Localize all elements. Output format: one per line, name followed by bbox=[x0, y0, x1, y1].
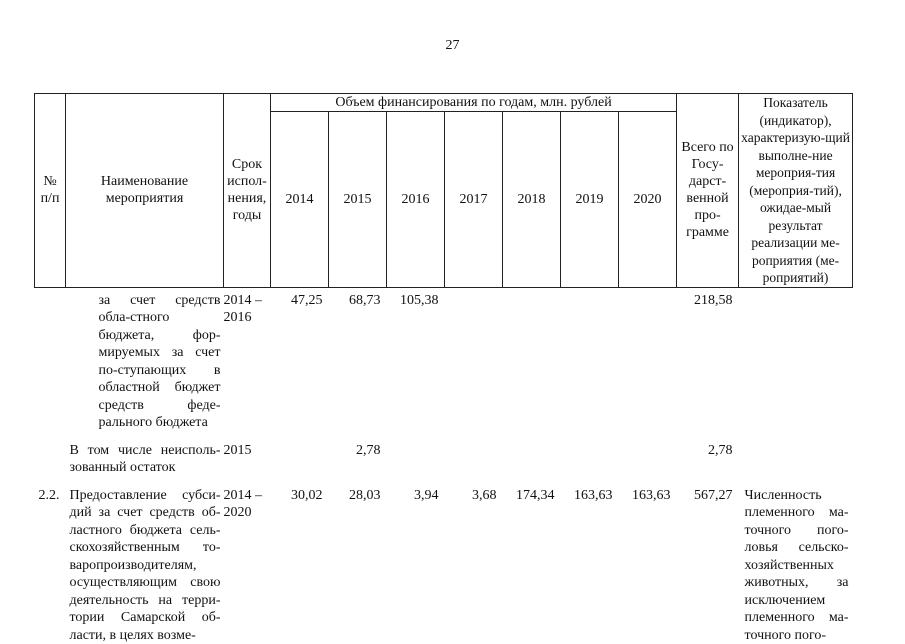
header-year: 2020 bbox=[619, 112, 677, 287]
header-indicator: Показатель (индикатор), характеризую-щий выполне-ние мероприя-тия (мероприя-тий), ожидае-мый результат реализации ме-роприятия (ме-роприятий) bbox=[739, 94, 853, 288]
row-value: 174,34 bbox=[503, 487, 561, 644]
row-term: 2014 – 2020 bbox=[224, 487, 271, 644]
page-number: 27 bbox=[0, 38, 905, 54]
row-value: 163,63 bbox=[619, 487, 677, 644]
row-value bbox=[619, 442, 677, 477]
row-value: 2,78 bbox=[329, 442, 387, 477]
row-name: Предоставление субси-дий за счет средств об-ластного бюджета сель-скохозяйственным то-варопроизводителям, осуществляющим свою деятельность на терри-тории Самарской об-ласти, в целях возме- bbox=[66, 487, 224, 644]
row-value bbox=[503, 442, 561, 477]
row-total: 567,27 bbox=[677, 487, 739, 644]
table-header bbox=[35, 94, 853, 288]
header-name: Наименование мероприятия bbox=[66, 94, 224, 288]
row-value bbox=[387, 442, 445, 477]
row-value bbox=[503, 287, 561, 432]
row-value: 47,25 bbox=[271, 287, 329, 432]
header-financing-group: Объем финансирования по годам, млн. рублей bbox=[271, 94, 677, 112]
row-total: 2,78 bbox=[677, 442, 739, 477]
header-year: 2014 bbox=[271, 112, 329, 287]
row-name: за счет средств обла-стного бюджета, фор-мируемых за счет по-ступающих в областной бюджет средств феде-рального бюджета bbox=[66, 287, 224, 432]
row-term: 2014 – 2016 bbox=[224, 287, 271, 432]
header-year: 2018 bbox=[503, 112, 561, 287]
row-indicator: Численность племенного ма-точного пого-ловья сельско-хозяйственных животных, за исключением племенного ма-точного пого- bbox=[739, 487, 853, 644]
row-indicator bbox=[739, 442, 853, 477]
row-num bbox=[35, 287, 66, 432]
row-value: 163,63 bbox=[561, 487, 619, 644]
header-term: Срок испол-нения, годы bbox=[224, 94, 271, 288]
row-value bbox=[445, 442, 503, 477]
row-indicator bbox=[739, 287, 853, 432]
header-total: Всего по Госу-дарст-венной про-грамме bbox=[677, 94, 739, 288]
header-num: № п/п bbox=[35, 94, 66, 288]
row-value: 3,94 bbox=[387, 487, 445, 644]
row-value: 105,38 bbox=[387, 287, 445, 432]
row-value bbox=[619, 287, 677, 432]
table-row bbox=[35, 487, 853, 644]
header-year: 2015 bbox=[329, 112, 387, 287]
table-row bbox=[35, 442, 853, 477]
row-value: 28,03 bbox=[329, 487, 387, 644]
row-total: 218,58 bbox=[677, 287, 739, 432]
row-term: 2015 bbox=[224, 442, 271, 477]
header-year: 2016 bbox=[387, 112, 445, 287]
row-value bbox=[561, 287, 619, 432]
row-value bbox=[271, 442, 329, 477]
row-num bbox=[35, 442, 66, 477]
row-value bbox=[445, 287, 503, 432]
header-year: 2017 bbox=[445, 112, 503, 287]
table-row bbox=[35, 287, 853, 432]
row-name: В том числе неисполь-зованный остаток bbox=[66, 442, 224, 477]
row-value: 30,02 bbox=[271, 487, 329, 644]
table-body bbox=[35, 287, 853, 644]
row-value: 68,73 bbox=[329, 287, 387, 432]
financing-table bbox=[34, 93, 853, 644]
row-value: 3,68 bbox=[445, 487, 503, 644]
row-num: 2.2. bbox=[35, 487, 66, 644]
header-year: 2019 bbox=[561, 112, 619, 287]
row-value bbox=[561, 442, 619, 477]
